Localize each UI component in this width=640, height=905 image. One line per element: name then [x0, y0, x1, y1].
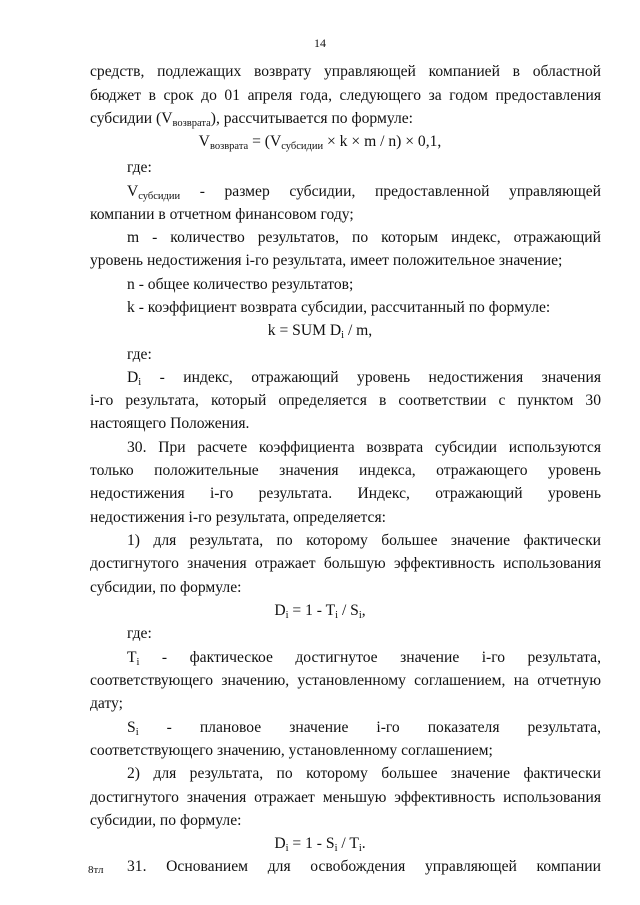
text-line: достигнутого значения отражает меньшую эффективность использования — [90, 789, 601, 806]
text-line: 1) для результата, по которому большее значение фактически — [127, 532, 601, 549]
text-line: где: — [127, 159, 152, 176]
text-line: соответствующего значению, установленному соглашением; — [90, 742, 493, 759]
text-line: m - количество результатов, по которым индекс, отражающий — [127, 229, 601, 246]
text-line: k = SUM $D_i$ / m, — [267, 322, 373, 341]
text-line: средств, подлежащих возврату управляющей компанией в областной — [90, 63, 601, 80]
text-line: где: — [127, 625, 152, 642]
text-line: дату; — [90, 695, 123, 712]
text-line: достигнутого значения отражает большую эффективность использования — [90, 555, 601, 572]
text-line: недостижения i-го результата. Индекс, отражающий уровень — [90, 485, 601, 502]
text-line: бюджет в срок до 01 апреля года, следующего за годом предоставления — [90, 87, 601, 104]
text-line: уровень недостижения i-го результата, имеет положительное значение; — [90, 252, 563, 269]
text-line: субсидии, по формуле: — [90, 812, 242, 829]
text-line: $T_i$ - фактическое достигнутое значение i-го результата, — [127, 649, 601, 668]
text-line: n - общее количество результатов; — [127, 276, 354, 293]
text-line: $D_i$ - индекс, отражающий уровень недостижения значения — [127, 369, 601, 388]
text-line: $V_{субсидии}$ - размер субсидии, предоставленной управляющей — [127, 183, 601, 202]
text-line: 30. При расчете коэффициента возврата субсидии используются — [127, 439, 601, 456]
text-line: 31. Основанием для освобождения управляющей компании — [127, 858, 601, 875]
text-line: компании в отчетном финансовом году; — [90, 206, 354, 223]
text-line: $D_i = 1 - T_i / S_i$, — [274, 602, 366, 621]
text-line: 2) для результата, по которому большее значение фактически — [127, 765, 601, 782]
text-line: настоящего Положения. — [90, 415, 250, 432]
text-line: $D_i = 1 - S_i / T_i$. — [274, 835, 366, 854]
text-line: где: — [127, 346, 152, 363]
text-line: $S_i$ - плановое значение i-го показателя результата, — [127, 719, 601, 738]
text-line: $V_{возврата} = (V_{субсидии} \times k \times m / n) \times 0,1$, — [198, 133, 442, 152]
text-line: только положительные значения индекса, отражающего уровень — [90, 462, 601, 479]
text-line: i-го результата, который определяется в соответствии с пунктом 30 — [90, 392, 601, 409]
text-line: недостижения i-го результата, определяется: — [90, 509, 386, 526]
text-line: k - коэффициент возврата субсидии, рассчитанный по формуле: — [127, 299, 551, 316]
page-number: 14 — [314, 36, 326, 50]
text-line: субсидии, по формуле: — [90, 579, 242, 596]
footer-mark: 8тл — [88, 864, 104, 876]
text-line: субсидии $(V_{возврата})$, рассчитывается по формуле: — [90, 110, 413, 129]
text-line: соответствующего значению, установленному соглашением, на отчетную — [90, 672, 601, 689]
